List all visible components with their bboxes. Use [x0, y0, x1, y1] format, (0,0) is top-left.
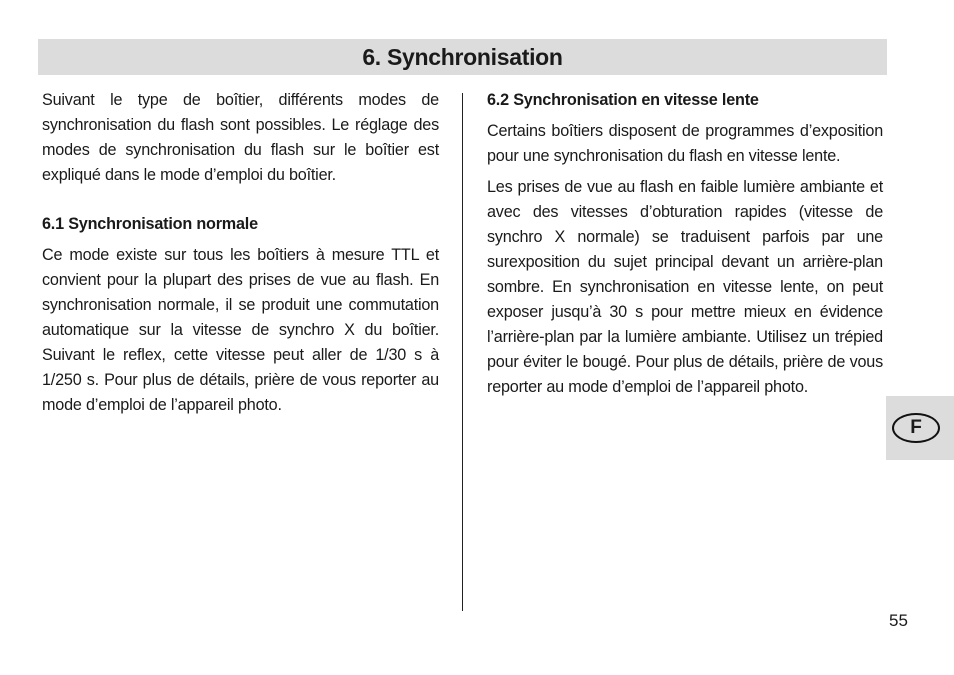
slow-sync-paragraph-1: Certains boîtiers disposent de programmes d’exposition pour une synchronisation du flash en vitesse lente.	[487, 122, 883, 165]
language-label: F	[910, 417, 922, 438]
left-column	[42, 88, 439, 418]
slow-sync-paragraph-2: Les prises de vue au flash en faible lumière ambiante et avec des vitesses d’obturation rapides (vitesse de synchro X normale) se traduisent parfois par une surexposition du sujet principal devant un arrière-plan sombre. En synchronisation en vitesse lente, on peut exposer jusqu’à 30 s pour mettre mieux en évidence l’arrière-plan par la lumière ambiante. Utilisez un trépied pour éviter le bougé. Pour plus de détails, prière de vous reporter au mode d’emploi de l’appareil photo.	[487, 178, 883, 396]
intro-paragraph: Suivant le type de boîtier, différents modes de synchronisation du flash sont possibles. Le réglage des modes de synchronisation du flash sur le boîtier est expliqué dans le mode d’emploi du boîtier.	[42, 91, 439, 184]
page-number: 55	[889, 611, 908, 630]
section-heading-slow-sync: 6.2 Synchronisation en vitesse lente	[487, 91, 759, 109]
section-heading-normal-sync: 6.1 Synchronisation normale	[42, 215, 258, 233]
normal-sync-paragraph: Ce mode existe sur tous les boîtiers à mesure TTL et convient pour la plupart des prises de vue au flash. En synchronisation normale, il se produit une commutation automatique sur la vitesse de synchro X du boîtier. Suivant le reflex, cette vitesse peut aller de 1/30 s à 1/250 s. Pour plus de détails, prière de vous reporter au mode d’emploi de l’appareil photo.	[42, 246, 439, 414]
column-divider	[462, 93, 463, 611]
language-badge	[892, 413, 940, 443]
page-title: 6. Synchronisation	[362, 43, 563, 70]
title-bar	[38, 39, 887, 75]
right-column	[487, 88, 883, 400]
language-tab	[886, 396, 954, 460]
